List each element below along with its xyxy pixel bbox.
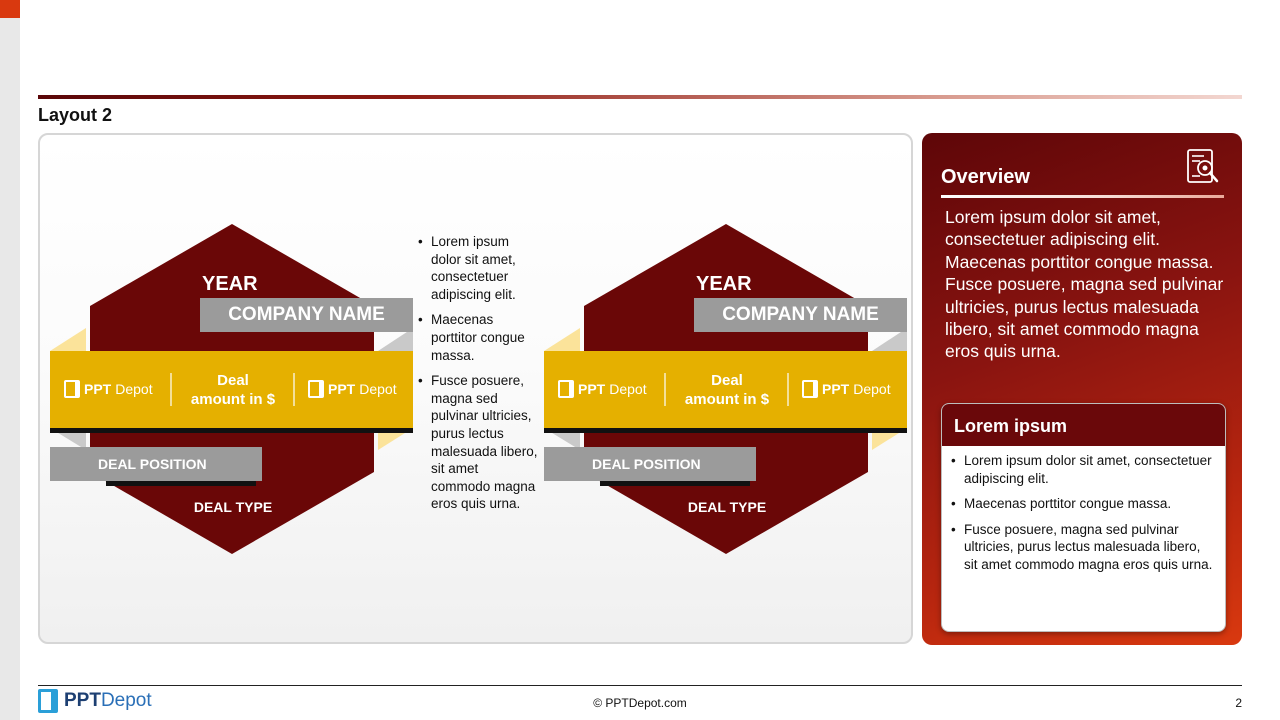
lorem-card-list [942,446,1225,574]
deal-position: DEAL POSITION [98,456,207,472]
deal-amount-line: amount in $ [684,391,770,408]
brand-strong: PPT [328,381,356,397]
overview-title: Overview [941,166,1030,188]
list-item: • Fusce posuere, magna sed pulvinar ultricies, purus lectus malesuada libero, sit amet commodo magna eros quis urna. [416,372,538,513]
deal-band-shadow [50,428,413,433]
brand-light: Depot [853,381,891,397]
band-fold-top [544,328,580,351]
brand-strong: PPT [822,381,850,397]
deal-type: DEAL TYPE [193,499,273,515]
deal-position: DEAL POSITION [592,456,701,472]
brand-logo [558,377,647,401]
deal-amount [173,371,293,409]
brand-light: Depot [115,381,153,397]
lorem-card-title: Lorem ipsum [942,404,1225,446]
brand-strong: PPT [64,690,101,711]
brand-logo [64,377,153,401]
overview-panel [922,133,1242,645]
page-number: 2 [1235,696,1242,710]
document-search-icon [1184,148,1222,188]
overview-divider [941,195,1224,198]
deal-graphic-1 [48,224,418,554]
brand-mark-icon [558,380,574,398]
deal-graphic-2 [542,224,912,554]
title-divider [38,95,1242,99]
deal-amount-line: Deal [711,372,743,389]
list-item: • Maecenas porttitor congue massa. [948,495,1215,513]
overview-body: Lorem ipsum dolor sit amet, consectetuer adipiscing elit. Maecenas porttitor congue massa. Fusce posuere, magna sed pulvinar ultricies, purus lectus malesuada libero, sit amet commodo magna eros quis urna. [945,207,1224,362]
year-label: YEAR [696,273,752,295]
brand-mark-icon [308,380,324,398]
deal-band-shadow [544,428,907,433]
brand-logo [308,377,397,401]
footer-divider [38,685,1242,686]
lorem-card [941,403,1226,632]
footer-copyright: © PPTDepot.com [593,696,687,710]
page-title: Layout 2 [38,105,113,125]
middle-bullet-list [416,233,538,521]
brand-light: Depot [609,381,647,397]
brand-strong: PPT [578,381,606,397]
year-label: YEAR [202,273,258,295]
list-item: • Maecenas porttitor congue massa. [416,311,538,364]
deal-type: DEAL TYPE [687,499,767,515]
brand-mark-icon [802,380,818,398]
list-item: • Lorem ipsum dolor sit amet, consectetuer adipiscing elit. [948,452,1215,487]
deal-amount [667,371,787,409]
deal-amount-line: Deal [217,372,249,389]
company-name: COMPANY NAME [228,304,385,325]
left-margin-strip [0,0,20,720]
company-name: COMPANY NAME [722,304,879,325]
brand-logo [802,377,891,401]
brand-strong: PPT [84,381,112,397]
list-item: • Fusce posuere, magna sed pulvinar ultricies, purus lectus malesuada libero, sit amet commodo magna eros quis urna. [948,521,1215,574]
list-item: • Lorem ipsum dolor sit amet, consectetuer adipiscing elit. [416,233,538,303]
corner-accent [0,0,20,18]
deal-amount-line: amount in $ [190,391,276,408]
brand-mark-icon [64,380,80,398]
brand-light: Depot [359,381,397,397]
brand-light: Depot [100,690,152,711]
band-fold-top [50,328,86,351]
